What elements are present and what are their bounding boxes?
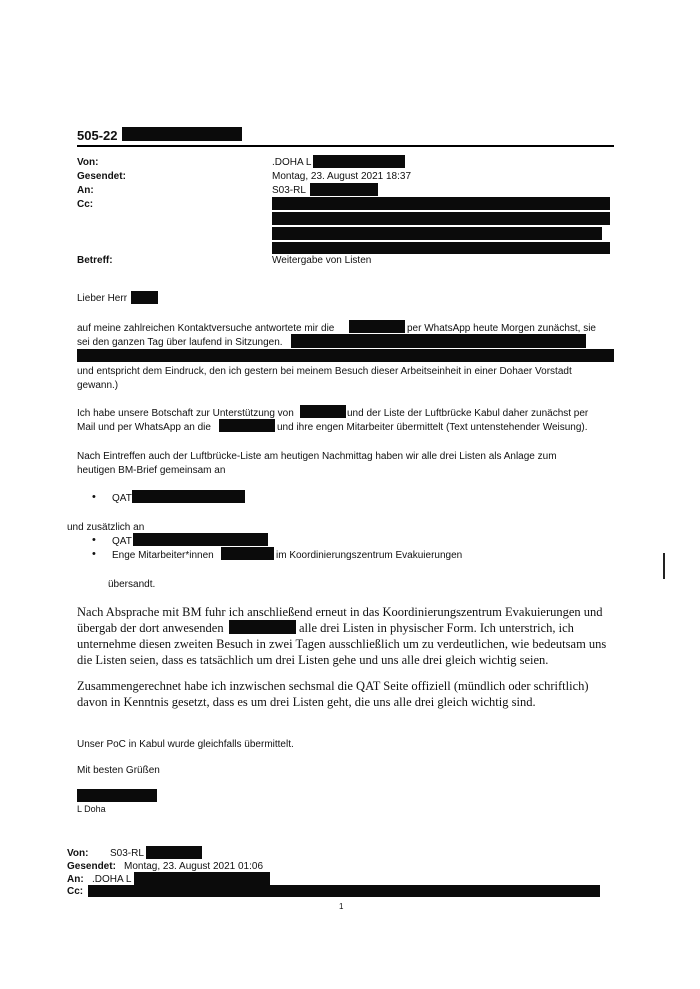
to-label: An: [77, 185, 94, 196]
paragraph-text: heutigen BM-Brief gemeinsam an [77, 465, 226, 476]
redaction-box [310, 183, 378, 196]
redaction-box [291, 334, 586, 348]
fwd-from-value: S03-RL [110, 848, 144, 859]
redaction-box [88, 885, 600, 897]
paragraph-text: Nach Eintreffen auch der Luftbrücke-Liste am heutigen Nachmittag haben wir alle drei Listen als Anlage zum [77, 451, 557, 462]
redaction-box [132, 490, 245, 503]
page-number: 1 [339, 902, 344, 911]
redaction-box [219, 419, 275, 432]
paragraph-text: Nach Absprache mit BM fuhr ich anschließend erneut in das Koordinierungszentrum Evakuierungen und [77, 605, 603, 619]
paragraph-text: sei den ganzen Tag über laufend in Sitzungen. [77, 337, 283, 348]
bullet-item: im Koordinierungszentrum Evakuierungen [276, 550, 463, 561]
redaction-box [300, 405, 346, 418]
fwd-to-label: An: [67, 874, 84, 885]
sent-label: Gesendet: [77, 171, 126, 182]
fwd-sent-value: Montag, 23. August 2021 01:06 [124, 861, 263, 872]
cc-label: Cc: [77, 199, 94, 210]
paragraph-text: übersandt. [108, 579, 156, 590]
to-value: S03-RL [272, 185, 306, 196]
redaction-box [221, 547, 274, 560]
margin-mark [663, 553, 665, 579]
subject-label: Betreff: [77, 255, 113, 266]
paragraph-text: auf meine zahlreichen Kontaktversuche antwortete mir die [77, 323, 335, 334]
redaction-box [272, 197, 610, 210]
fwd-to-value: .DOHA L [92, 874, 132, 885]
paragraph-text: übergab der dort anwesenden [77, 621, 224, 635]
bullet-item: Enge Mitarbeiter*innen [112, 550, 214, 561]
bullet-dot: • [92, 534, 96, 546]
redaction-box [134, 872, 270, 885]
paragraph-text: Unser PoC in Kabul wurde gleichfalls übermittelt. [77, 739, 294, 750]
paragraph-text: und zusätzlich an [67, 522, 145, 533]
paragraph-text: die Listen seien, dass es tatsächlich um drei Listen gehe und uns alle drei gleich wichtig seien. [77, 653, 549, 667]
paragraph-text: per WhatsApp heute Morgen zunächst, sie [407, 323, 596, 334]
redaction-box [146, 846, 202, 859]
fwd-cc-label: Cc: [67, 886, 84, 897]
fwd-sent-label: Gesendet: [67, 861, 116, 872]
fwd-from-label: Von: [67, 848, 89, 859]
bullet-dot: • [92, 548, 96, 560]
closing: Mit besten Grüßen [77, 765, 160, 776]
salutation: Lieber Herr [77, 293, 128, 304]
paragraph-text: Mail und per WhatsApp an die [77, 422, 211, 433]
paragraph-text: unternehme diesen zweiten Besuch in zwei Tagen ausschließlich um zu verdeutlichen, wie bedeutsam uns [77, 637, 607, 651]
sent-value: Montag, 23. August 2021 18:37 [272, 171, 411, 182]
paragraph-text: Zusammengerechnet habe ich inzwischen sechsmal die QAT Seite offiziell (mündlich oder schriftlich) [77, 679, 589, 693]
bullet-item: QAT [112, 493, 132, 504]
redaction-box [349, 320, 405, 333]
paragraph-text: alle drei Listen in physischer Form. Ich unterstrich, ich [299, 621, 574, 635]
redaction-box [131, 291, 158, 304]
paragraph-text: Ich habe unsere Botschaft zur Unterstützung von [77, 408, 294, 419]
redaction-box [133, 533, 268, 546]
redaction-box [122, 127, 242, 141]
redaction-box [272, 242, 610, 254]
redaction-box [77, 349, 614, 362]
signature: L Doha [77, 804, 106, 814]
paragraph-text: und ihre engen Mitarbeiter übermittelt (Text untenstehender Weisung). [277, 422, 588, 433]
from-value: .DOHA L [272, 157, 312, 168]
redaction-box [272, 227, 602, 240]
subject-value: Weitergabe von Listen [272, 255, 372, 266]
paragraph-text: gewann.) [77, 380, 119, 391]
bullet-item: QAT [112, 536, 132, 547]
redaction-box [77, 789, 157, 802]
paragraph-text: und entspricht dem Eindruck, den ich gestern bei meinem Besuch dieser Arbeitseinheit in einer Dohaer Vorstadt [77, 366, 572, 377]
redaction-box [272, 212, 610, 225]
redaction-box [229, 620, 296, 634]
paragraph-text: und der Liste der Luftbrücke Kabul daher zunächst per [347, 408, 589, 419]
bullet-dot: • [92, 491, 96, 503]
from-label: Von: [77, 157, 99, 168]
redaction-box [313, 155, 405, 168]
paragraph-text: davon in Kenntnis gesetzt, dass es um drei Listen geht, die uns alle drei gleich wichtig sind. [77, 695, 536, 709]
header-rule [77, 145, 614, 147]
document-id: 505-22 [77, 128, 118, 143]
